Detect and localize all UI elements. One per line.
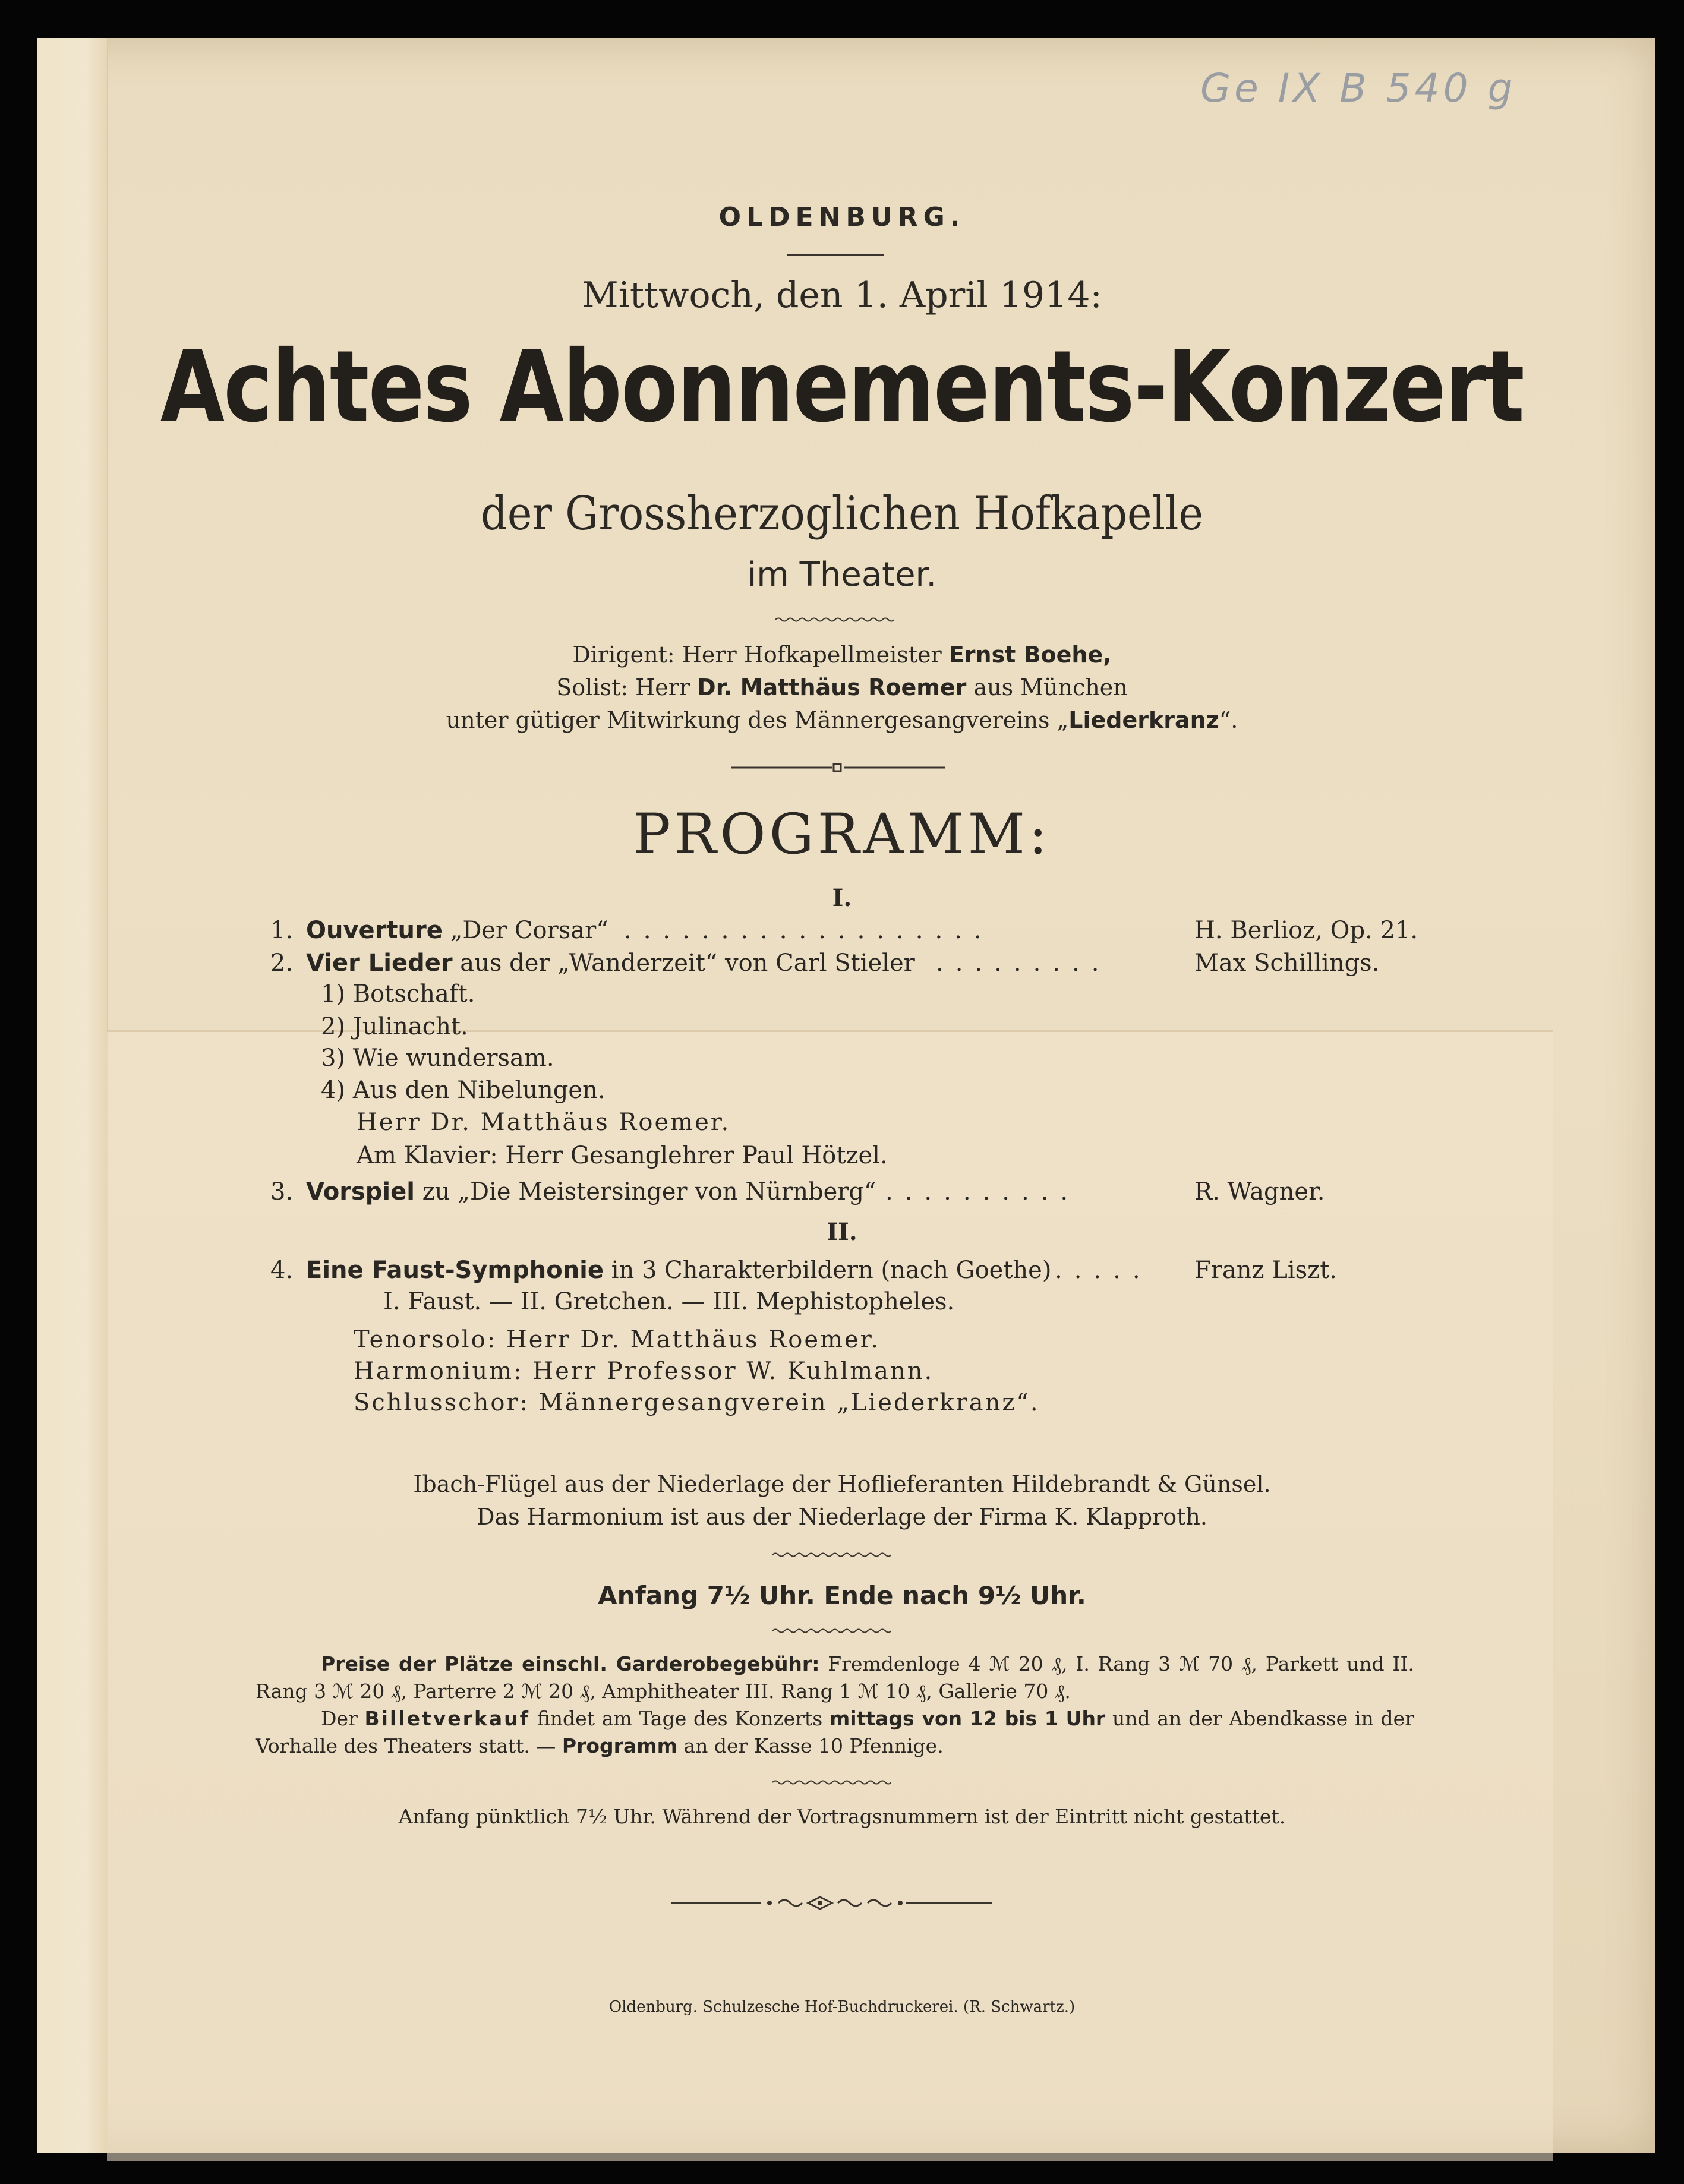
billet-time: mittags von 12 bis 1 Uhr [829,1707,1106,1730]
flugel-note: Ibach-Flügel aus der Niederlage der Hoflieferanten Hildebrandt & Günsel. [413,1471,1271,1497]
billet-suffix: und an der Abendkasse in der Vorhalle des Theaters statt. — [256,1707,1414,1757]
city-heading: OLDENBURG. [718,202,966,232]
work-detail: zu „Die Meistersinger von Nürnberg“ [422,1178,876,1205]
programm-price: an der Kasse 10 Pfennige. [683,1734,944,1757]
billet-mid: findet am Tage des Konzerts [537,1707,823,1730]
work-title: Vier Lieder [306,949,453,977]
divider-rule [787,254,884,256]
composer: R. Wagner. [1194,1178,1325,1205]
start-end-times: Anfang 7½ Uhr. Ende nach 9½ Uhr. [598,1581,1086,1610]
item-number: 3. [270,1178,294,1205]
item-number: 1. [270,917,294,944]
wavy-divider [772,1552,891,1558]
composer: Max Schillings. [1194,949,1380,977]
item-number: 4. [270,1257,294,1284]
wavy-divider [775,617,894,623]
work-title: Ouverture [306,917,443,944]
dirigent-line [0,639,1684,671]
leader-dots: ..... [1055,1257,1152,1284]
item2-singer: Herr Dr. Matthäus Roemer. [357,1109,731,1136]
lied-1: 1) Botschaft. [321,980,475,1008]
concert-title: Achtes Abonnements-Konzert [160,330,1524,444]
composer: H. Berlioz, Op. 21. [1194,917,1418,944]
item-number: 2. [270,949,294,977]
performer-credits [0,639,1684,737]
box-divider [731,762,945,774]
faust-movements: I. Faust. — II. Gretchen. — III. Mephistopheles. [383,1288,955,1315]
work-title: Eine Faust-Symphonie [306,1257,604,1284]
lied-3: 3) Wie wundersam. [321,1044,554,1072]
work-title: Vorspiel [306,1178,415,1205]
billet-word: Billetverkauf [364,1707,531,1730]
leader-dots: .......... [885,1178,1080,1205]
tenorsolo: Tenorsolo: Herr Dr. Matthäus Roemer. [354,1326,881,1353]
harmonium-note: Das Harmonium ist aus der Niederlage der Firma K. Klapproth. [477,1504,1207,1530]
wavy-divider [772,1779,891,1785]
lied-4: 4) Aus den Nibelungen. [321,1077,606,1104]
work-detail: „Der Corsar“ [450,917,608,944]
part-one-label: I. [832,884,852,912]
concert-venue: im Theater. [747,556,937,594]
composer: Franz Liszt. [1194,1257,1338,1284]
prices-paragraph [256,1650,1414,1705]
dirigent-name: Ernst Boehe, [948,642,1112,668]
wavy-divider [772,1628,891,1634]
printer-imprint: Oldenburg. Schulzesche Hof-Buchdruckerei. (R. Schwartz.) [608,1998,1076,2016]
entry-notice: Anfang pünktlich 7½ Uhr. Während der Vortragsnummern ist der Eintritt nicht gestattet. [398,1805,1286,1828]
mitwirkung-suffix: “. [1219,707,1238,733]
archive-shelfmark: Ge IX B 540 g [1200,65,1516,111]
solist-suffix: aus München [973,674,1128,700]
concert-subtitle: der Grossherzoglichen Hofkapelle [480,487,1204,541]
programm-heading: PROGRAMM: [633,802,1051,867]
leader-dots: ......... [936,949,1111,977]
lied-2: 2) Julinacht. [321,1013,468,1040]
work-detail: in 3 Charakterbildern (nach Goethe) [611,1257,1052,1284]
prices-text: Fremdenloge 4 ℳ 20 ₰, I. Rang 3 ℳ 70 ₰, Parkett und II. Rang 3 ℳ 20 ₰, Parterre 2 ℳ 20 ₰, Amphitheater III. Rang 1 ℳ 10 ₰, Gallerie 70 ₰. [256,1652,1414,1703]
harmonium-player: Harmonium: Herr Professor W. Kuhlmann. [354,1358,934,1385]
solist-line [0,671,1684,704]
leader-dots: ................... [624,917,994,944]
mitwirkung-line [0,704,1684,737]
programm-price-label: Programm [562,1734,677,1757]
solist-prefix: Solist: Herr [556,674,690,700]
page-spine [37,38,108,2153]
work-detail: aus der „Wanderzeit“ von Carl Stieler [460,949,915,977]
solist-name: Dr. Matthäus Roemer [697,674,967,700]
choir-name: Liederkranz [1068,707,1219,733]
schlusschor: Schlusschor: Männergesangverein „Liederkranz“. [354,1389,1040,1416]
part-two-label: II. [827,1218,857,1246]
dirigent-prefix: Dirigent: Herr Hofkapellmeister [572,642,942,668]
concert-date: Mittwoch, den 1. April 1914: [582,274,1102,316]
item2-piano: Am Klavier: Herr Gesanglehrer Paul Hötzel. [357,1142,888,1169]
billet-paragraph [256,1705,1414,1760]
ornamental-divider [671,1894,992,1912]
billet-prefix: Der [321,1707,358,1730]
prices-label: Preise der Plätze einschl. Garderobegebühr: [321,1652,820,1675]
mitwirkung-prefix: unter gütiger Mitwirkung des Männergesangvereins „ [446,707,1069,733]
